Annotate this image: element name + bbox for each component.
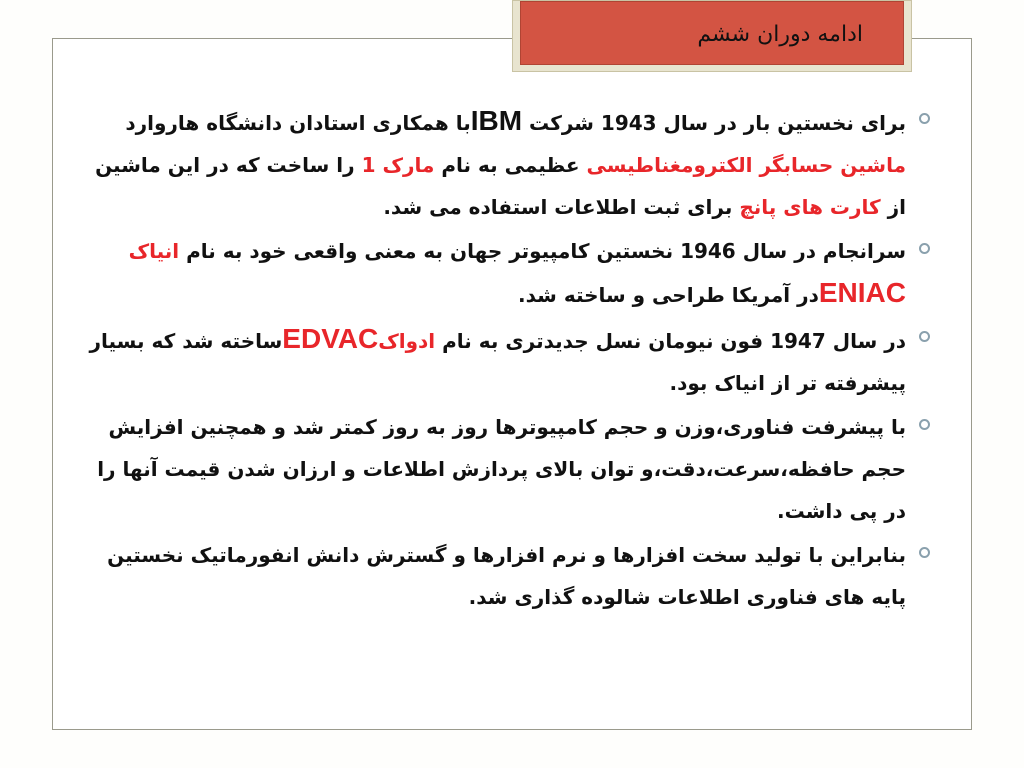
title-banner — [520, 1, 904, 65]
circle-bullet-icon — [919, 419, 930, 430]
bullet-text-part: با همکاری استادان دانشگاه هاروارد — [125, 111, 471, 135]
bullet-text-part: در سال 1947 فون نیومان نسل جدیدتری به نام — [435, 329, 906, 353]
bullet-text-part: برای نخستین بار در سال 1943 شرکت — [522, 111, 906, 135]
highlight-text: انیاک — [128, 239, 180, 263]
bullet-text-part: ساخته شد که بسیار پیشرفته تر از انیاک بود. — [89, 329, 906, 395]
highlight-text: ادواک — [378, 329, 436, 353]
slide-title: ادامه دوران ششم — [697, 22, 863, 47]
bullet-text-part: را ساخت که در این ماشین از — [95, 153, 906, 219]
bullet-list — [70, 100, 932, 620]
highlight-text: مارک 1 — [361, 153, 435, 177]
circle-bullet-icon — [919, 113, 930, 124]
bullet-text-part: EDVAC — [282, 323, 379, 354]
bullet-text-part: IBM — [470, 105, 523, 136]
bullet-item — [70, 406, 932, 532]
bullet-text-part: عظیمی به نام — [434, 153, 587, 177]
bullet-item — [70, 230, 932, 316]
bullet-text-part: برای ثبت اطلاعات استفاده می شد. — [383, 195, 740, 219]
highlight-text: ماشین حسابگر الکترومغناطیسی — [586, 153, 906, 177]
bullet-text-part: با پیشرفت فناوری،وزن و حجم کامپیوترها روز به روز کمتر شد و همچنین افزایش حجم حافظه،سرعت،دقت،و توان بالای پردازش اطلاعات و ارزان شدن قیمت آنها را در پی داشت. — [97, 415, 906, 523]
title-box — [512, 0, 912, 72]
bullet-text-part: سرانجام در سال 1946 نخستین کامپیوتر جهان به معنی واقعی خود به نام — [179, 239, 906, 263]
highlight-text: کارت های پانچ — [739, 195, 881, 219]
circle-bullet-icon — [919, 243, 930, 254]
bullet-item — [70, 318, 932, 404]
bullet-text-part: ENIAC — [818, 277, 906, 308]
bullet-item — [70, 100, 932, 228]
circle-bullet-icon — [919, 547, 930, 558]
bullet-text-part: در آمریکا طراحی و ساخته شد. — [518, 283, 819, 307]
circle-bullet-icon — [919, 331, 930, 342]
bullet-text-part: بنابراین با تولید سخت افزارها و نرم افزارها و گسترش دانش انفورماتیک نخستین پایه های فناوری اطلاعات شالوده گذاری شد. — [107, 543, 906, 609]
bullet-item — [70, 534, 932, 618]
